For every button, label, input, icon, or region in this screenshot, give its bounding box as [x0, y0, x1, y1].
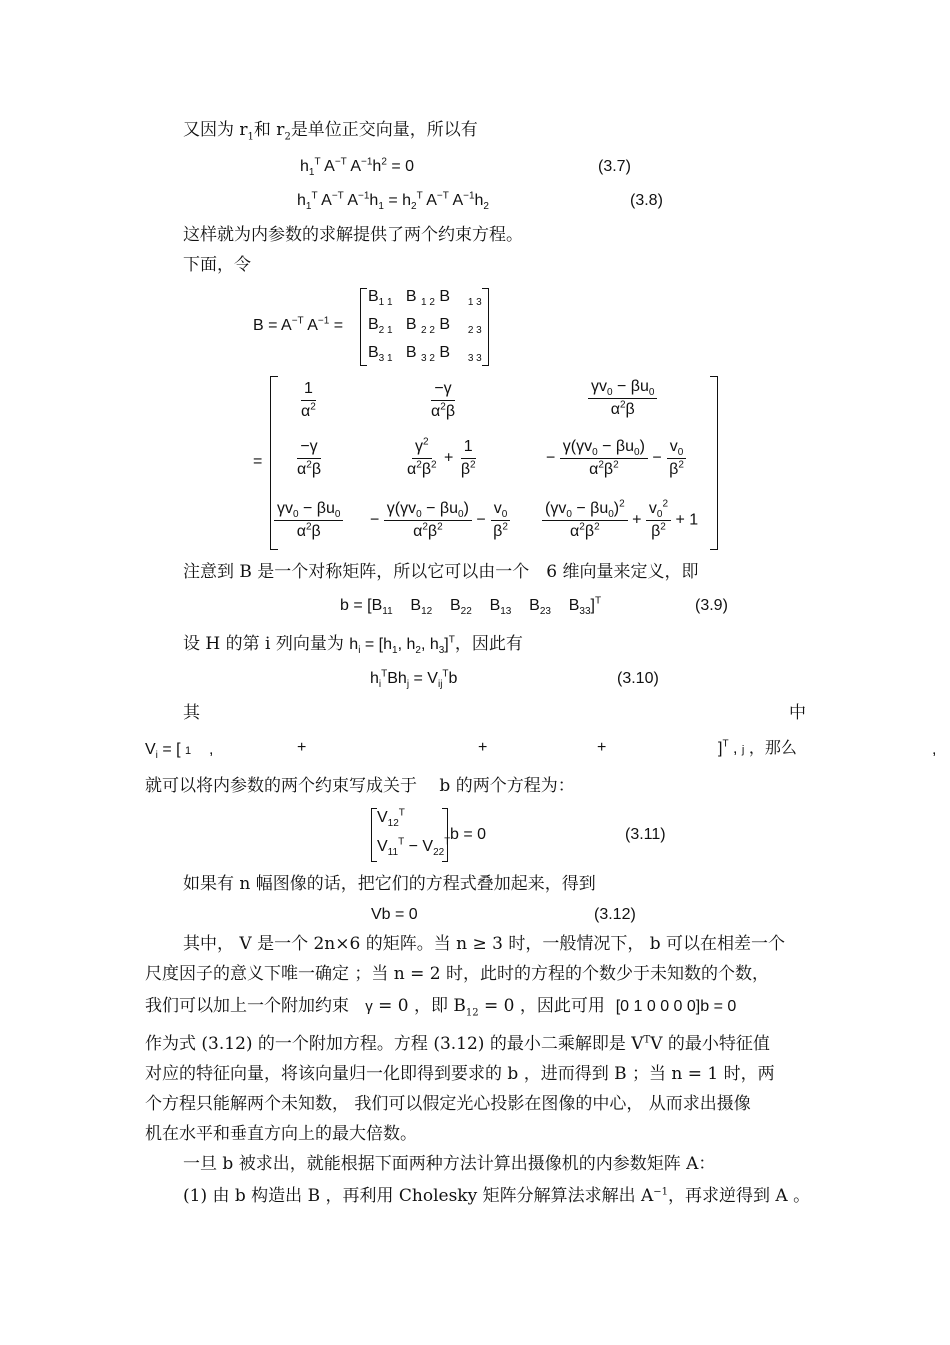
- text-line: 中: [789, 703, 806, 723]
- matrix-row: $B_{2 1}$ B $_{2 2}$ B $_{2 3}$: [368, 316, 482, 337]
- text-line: 下面，令: [183, 255, 251, 275]
- matrix-row: $B_{1 1}$ B $_{1 2}$ B $_{1 3}$: [368, 288, 482, 309]
- text-line: 作为式 (3.12) 的一个附加方程。方程 (3.12) 的最小二乘解即是 $V^TV$ 的最小特征值: [145, 1034, 770, 1054]
- equation-3-8: $h_1^T$ $A^{-T}$ $A^{-1}h_1 = h_2^T$ $A^{-T}$ $A^{-1}h_2$: [297, 190, 489, 213]
- equation-number: (3.12): [594, 906, 636, 923]
- plus-sign: +: [597, 739, 607, 756]
- text-span: [0 1 0 0 0 0]b = 0: [615, 998, 737, 1015]
- equation-3-7: $h_1^T$ $A^{-T}$ $A^{-1}h^2 = 0$: [300, 156, 415, 179]
- equation-number: (3.7): [598, 158, 631, 175]
- matrix-cell: − $\frac{\gamma(\gamma v_0 - \beta u_0)}{\alpha^2\beta^2}$ − $\frac{v_0}{\beta^2}$: [546, 438, 687, 479]
- matrix-row: $V_{12}^T$: [377, 807, 405, 830]
- text-line: 机在水平和垂直方向上的最大倍数。: [145, 1124, 417, 1144]
- equation-number: (3.11): [625, 826, 666, 843]
- text-line: 其: [183, 703, 200, 723]
- text-line: 一旦 b 被求出，就能根据下面两种方法计算出摄像机的内参数矩阵 A：: [183, 1154, 716, 1174]
- text-line: 注意到 B 是一个对称矩阵，所以它可以由一个 6 维向量来定义，即: [183, 562, 699, 582]
- matrix-cell: $\frac{(\gamma v_0 - \beta u_0)^2}{\alpha^2\beta^2}$ + $\frac{v_0^2}{\beta^2}$ + 1: [542, 500, 698, 541]
- equals-sign: =: [253, 453, 263, 470]
- matrix-cell: $\frac{1}{\alpha^2}$: [301, 380, 316, 420]
- text-span: 设 H 的第 i 列向量为: [183, 634, 344, 654]
- matrix-cell: $\frac{-\gamma}{\alpha^2\beta}$: [297, 438, 322, 478]
- plus-sign: +: [297, 739, 307, 756]
- text-span: 又因为 r: [183, 120, 248, 140]
- equation-vi: $V_i$ = [ 1 ,: [145, 741, 214, 762]
- equation-number: (3.9): [695, 597, 728, 614]
- text-line: 尺度因子的意义下唯一确定 ；当 n = 2 时，此时的方程的个数少于未知数的个数，: [145, 964, 770, 984]
- text-line: 如果有 n 幅图像的话，把它们的方程式叠加起来，得到: [183, 874, 596, 894]
- text-span: V 的最小特征值: [650, 1034, 770, 1054]
- equation-3-10: $h_i^TBh_j = V_{ij}^Tb$: [370, 668, 458, 691]
- matrix-cell: $\frac{\gamma^2}{\alpha^2\beta^2}$ + $\frac{1}{\beta^2}$: [407, 436, 476, 478]
- matrix-cell: − $\frac{\gamma(\gamma v_0 - \beta u_0)}{\alpha^2\beta^2}$ − $\frac{v_0}{\beta^2}$: [370, 500, 511, 541]
- text-line: 我们可以加上一个附加约束 γ = 0 ，即 $B_{12} = 0$ ，因此可用 [0 1 0 0 0 0]b = 0: [145, 996, 737, 1019]
- text-span: = 0 ，因此可用: [484, 996, 605, 1016]
- matrix-cell: $\frac{-\gamma}{\alpha^2\beta}$: [431, 380, 456, 420]
- text-line: 对应的特征向量，将该向量归一化即得到要求的 b ，进而得到 B ；当 n = 1 时，两: [145, 1064, 775, 1084]
- matrix-row: $V_{11}^T - V_{22}^T$: [377, 836, 451, 859]
- equation-number: (3.8): [630, 192, 663, 209]
- equation-vi-tail: ]$^T$ , j ，那么: [718, 738, 797, 757]
- matrix-bracket: [710, 376, 718, 550]
- text-span: 是单位正交向量，所以有: [290, 120, 478, 140]
- text-span: ，那么: [748, 738, 797, 757]
- text-span: ，再求逆得到 A 。: [668, 1186, 811, 1206]
- text-span: 我们可以加上一个附加约束: [145, 996, 349, 1016]
- matrix-row: $B_{3 1}$ B $_{3 2}$ B $_{3 3}$: [368, 344, 482, 365]
- text-line: 设 H 的第 i 列向量为 $h_i = [h_1$, $h_2$, $h_3]^T$，因此有: [183, 634, 523, 657]
- text-span: 和 r: [253, 120, 285, 140]
- matrix-cell: $\frac{\gamma v_0 - \beta u_0}{\alpha^2\beta}$: [274, 500, 343, 541]
- equation-3-12: Vb = 0: [371, 906, 418, 923]
- equation-3-9: $b = [B_{11}$ $B_{12}$ $B_{22}$ $B_{13}$ $B_{23}$ $B_{33}]^T$: [340, 595, 602, 618]
- matrix-b-lhs: $B = A^{-T}$ $A^{-1}$ =: [253, 315, 344, 334]
- text-span: 作为式 (3.12) 的一个附加方程。方程 (3.12) 的最小二乘解即是 V: [145, 1034, 644, 1054]
- text-span: ，因此有: [454, 634, 523, 654]
- matrix-bracket: [482, 288, 489, 366]
- equation-3-11: b = 0: [450, 826, 487, 843]
- equation-number: (3.10): [617, 670, 659, 687]
- matrix-cell: $\frac{\gamma v_0 - \beta u_0}{\alpha^2\beta}$: [588, 378, 657, 419]
- plus-sign: +: [478, 739, 488, 756]
- matrix-bracket: [360, 288, 367, 366]
- text-line: (1) 由 b 构造出 B ，再利用 Cholesky 矩阵分解算法求解出 $A^{-1}$，再求逆得到 A 。: [183, 1186, 811, 1206]
- text-line: 个方程只能解两个未知数， 我们可以假定光心投影在图像的中心， 从而求出摄像: [145, 1094, 751, 1114]
- text-span: (1) 由 b 构造出 B ，再利用 Cholesky 矩阵分解算法求解出 A: [183, 1186, 654, 1206]
- text-line: 就可以将内参数的两个约束写成关于 b 的两个方程为：: [145, 776, 575, 796]
- comma: ,: [932, 741, 937, 758]
- text-line: 又因为 $r_1$和 $r_2$是单位正交向量，所以有: [183, 120, 478, 143]
- text-line: 其中， V 是一个 2n×6 的矩阵。当 n ≥ 3 时，一般情况下， b 可以在相差一个: [183, 934, 786, 954]
- text-line: 这样就为内参数的求解提供了两个约束方程。: [183, 225, 523, 245]
- text-span: = 0 ，即 B: [378, 996, 466, 1016]
